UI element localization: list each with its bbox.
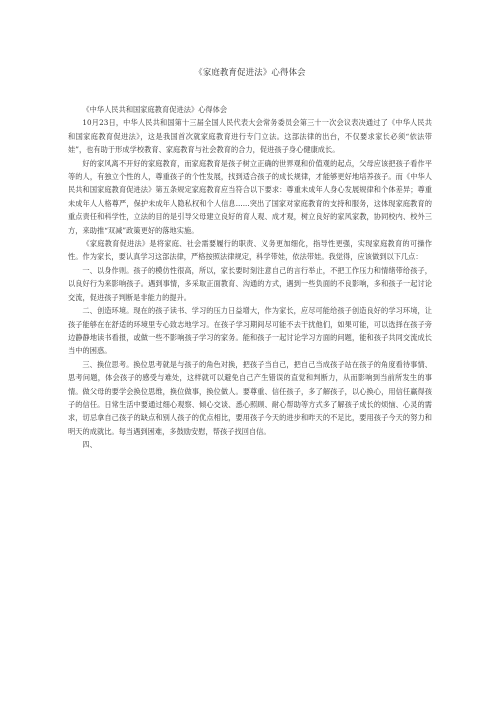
body-paragraph-point-4: 四、 [82, 440, 97, 450]
body-paragraph-law-summary: 《家庭教育促进法》是将家庭、社会需要履行的职责、义务更加细化，指导性更强，实现家庭教育的可操作性。作为家长，要认真学习这部法律，严格按照法律规定，科学带娃，依法带娃。我觉得，应该做到以下几点： [68, 239, 432, 262]
body-paragraph-intro: 10月23日，中华人民共和国第十三届全国人民代表大会常务委员会第三十一次会议表决通过了《中华人民共和国家庭教育促进法》，这是我国首次就家庭教育进行专门立法。这部法律的出台，不仅要求家长必须“依法带娃”，也有助于形成学校教育、家庭教育与社会教育的合力，促进孩子身心健康成长。 [68, 118, 432, 155]
body-paragraph-point-2: 二、创造环境。现在的孩子读书、学习的压力日益增大，作为家长，应尽可能给孩子创造良好的学习环境，让孩子能够在在舒适的环境里专心致志地学习。在孩子学习期间尽可能不去干扰他们，如果可能，可以选择在孩子旁边静静地读书看报，或做一些不影响孩子学习的家务。能和孩子一起讨论学习方面的问题，能和孩子共同交流成长当中的困惑。 [68, 306, 432, 356]
body-paragraph-point-1: 一、以身作则。孩子的模仿性很高，所以，家长要时刻注意自己的言行举止，不把工作压力和情绪带给孩子，以良好行为来影响孩子。遇到事情，多采取正面教育、沟通的方式，遇到一些负面的不良影响，多和孩子一起讨论交流，促进孩子判断是非能力的提升。 [68, 265, 432, 302]
document-body [68, 103, 432, 452]
body-paragraph-point-3: 三、换位思考。换位思考就是与孩子的角色对换，把孩子当自己，把自己当成孩子站在孩子的角度看待事情、思考问题，体会孩子的感受与难处，这样就可以避免自己产生错误的直觉和判断力，从而影响到当前所发生的事情。做父母的要学会换位思维，换位做事，换位做人。要尊重、信任孩子，多了解孩子，以心换心，用信任赢得孩子的信任。日常生活中要通过细心观察、倾心交谈、悉心照顾、耐心帮助等方式多了解孩子成长的烦恼、心灵的需求，切忌拿自己孩子的缺点和别人孩子的优点相比，要用孩子今天的进步和昨天的不足比，要用孩子今天的努力和明天的成就比。每当遇到困难，多鼓励安慰，帮孩子找回自信。 [68, 359, 432, 436]
body-paragraph-family-style: 好的家风离不开好的家庭教育，而家庭教育是孩子树立正确的世界观和价值观的起点，父母应该把孩子看作平等的人，有独立个性的人，尊重孩子的个性发展，找到适合孩子的成长规律，才能够更好地培养孩子。而《中华人民共和国家庭教育促进法》第五条规定家庭教育应当符合以下要求：尊重未成年人身心发展规律和个体差异；尊重未成年人人格尊严，保护未成年人隐私权和个人信息......突出了国家对家庭教育的支持和服务，这体现家庭教育的重点责任和科学性，立法的目的是引导父母建立良好的育人观、成才观，树立良好的家风家教，协同校内、校外三方，来助推“双减”政策更好的落地实施。 [68, 158, 432, 235]
document-title: 《家庭教育促进法》心得体会 [194, 67, 306, 77]
body-paragraph-subtitle: 《中华人民共和国家庭教育促进法》心得体会 [82, 105, 228, 114]
